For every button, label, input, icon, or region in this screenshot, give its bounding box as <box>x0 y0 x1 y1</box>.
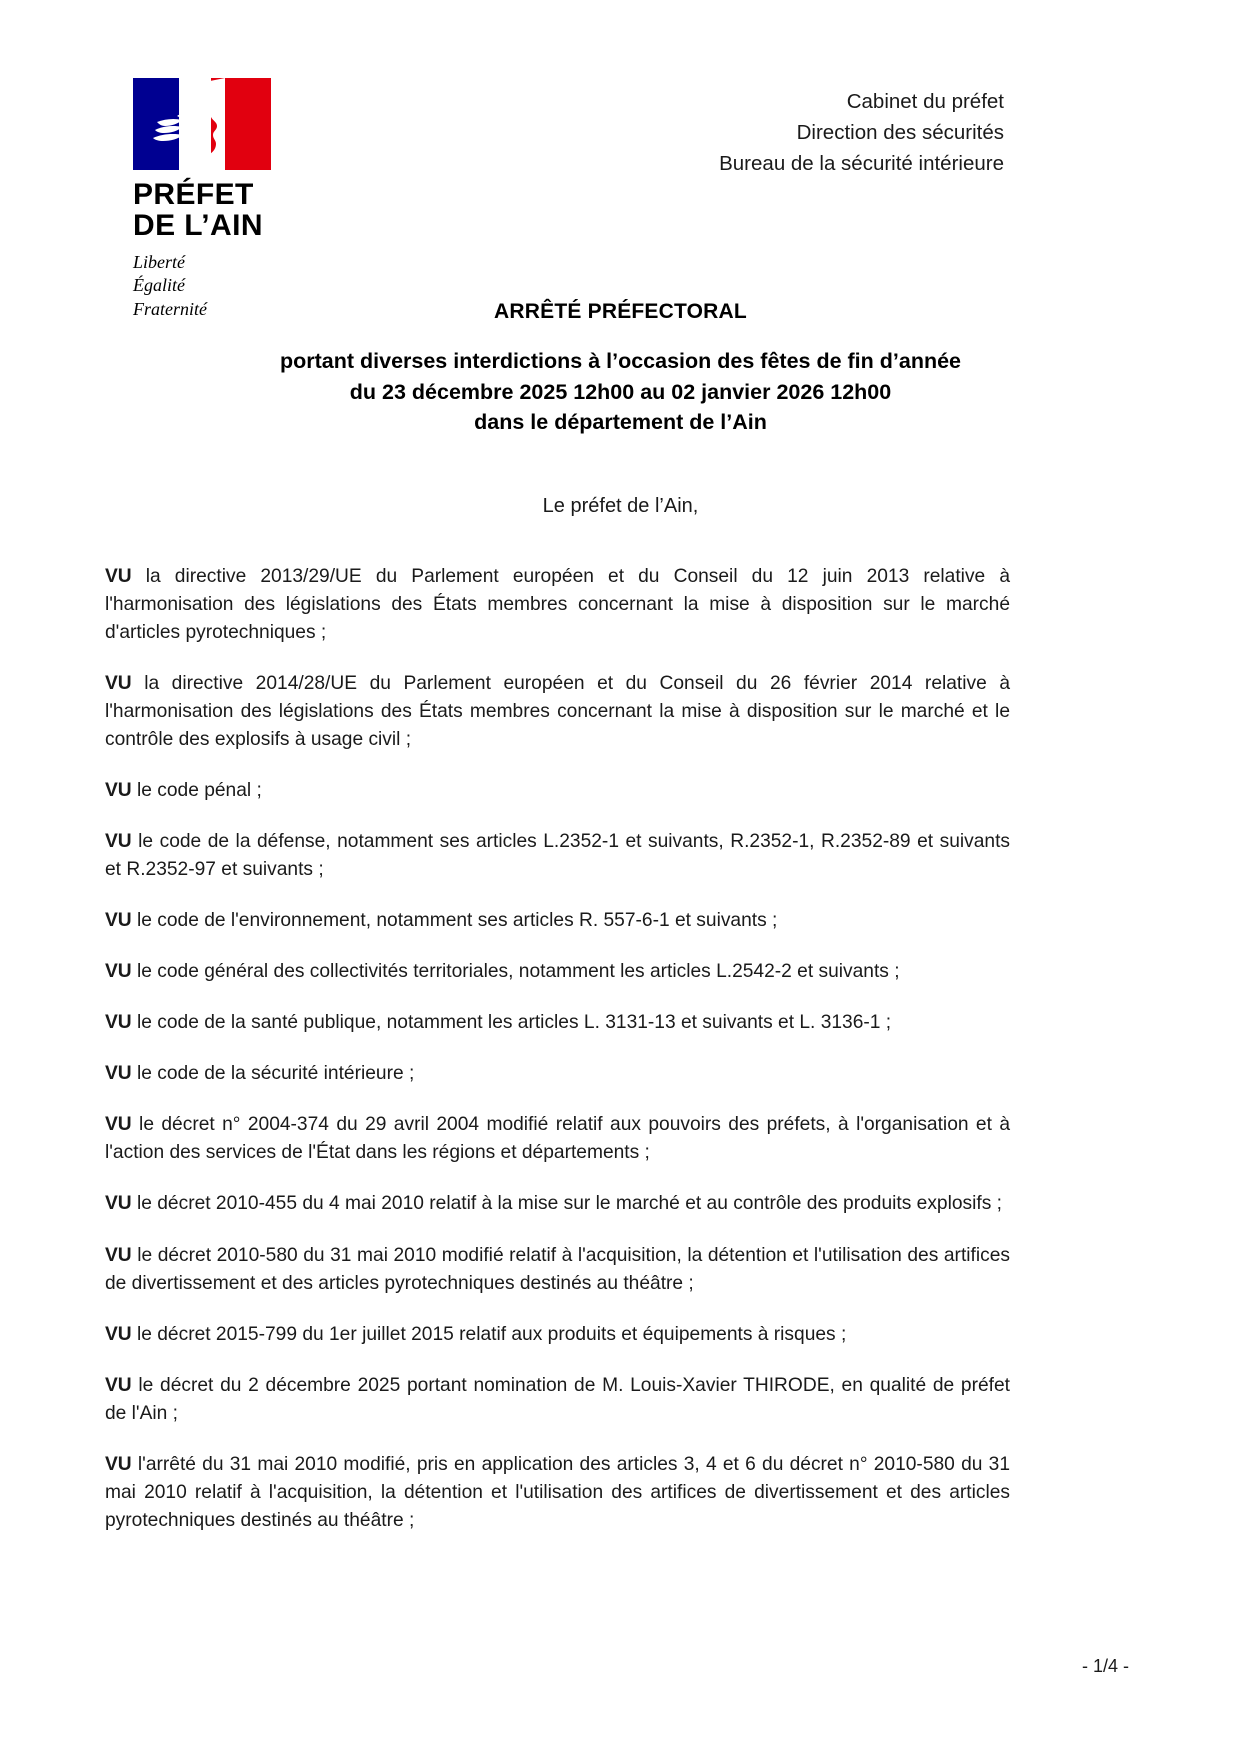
document-subject-line-2: du 23 décembre 2025 12h00 au 02 janvier 2026 12h00 <box>349 379 892 404</box>
marianne-flag-logo <box>133 78 271 170</box>
service-line-cabinet: Cabinet du préfet <box>846 90 1004 113</box>
clause-item <box>105 1451 1010 1535</box>
prefecture-title-line-1: PRÉFET <box>133 178 254 211</box>
clause-item <box>105 563 1010 647</box>
issuing-service-block <box>719 86 1004 179</box>
clause-keyword: VU <box>105 1453 132 1475</box>
clause-text: le code pénal ; <box>131 780 262 802</box>
clause-keyword: VU <box>105 1323 132 1345</box>
clause-keyword: VU <box>105 1193 132 1215</box>
clause-keyword: VU <box>105 961 132 983</box>
page-number: - 1/4 - <box>1081 1656 1129 1676</box>
clause-item <box>105 958 1010 986</box>
clause-text: le code de la santé publique, notamment les articles L. 3131-13 et suivants et L. 3136-1 ; <box>131 1012 892 1034</box>
clause-item <box>105 1242 1010 1298</box>
clause-keyword: VU <box>105 673 132 695</box>
clause-keyword: VU <box>105 1012 132 1034</box>
document-subject-line-1: portant diverses interdictions à l’occasion des fêtes de fin d’année <box>279 349 962 373</box>
legal-clauses-list <box>105 563 1010 1535</box>
clause-keyword: VU <box>105 831 132 853</box>
clause-text: le code de la sécurité intérieure ; <box>131 1063 415 1085</box>
clause-item <box>105 1190 1010 1218</box>
document-kind: ARRÊTÉ PRÉFECTORAL <box>494 300 747 323</box>
clause-text: le code de la défense, notamment ses articles L.2352-1 et suivants, R.2352-1, R.2352-89 et suivants et R.2352-97 et suivants ; <box>105 831 1010 881</box>
clause-text: le décret du 2 décembre 2025 portant nomination de M. Louis-Xavier THIRODE, en qualité de préfet de l'Ain ; <box>105 1374 1010 1424</box>
motto-fraternite: Fraternité <box>133 298 207 319</box>
clause-item <box>105 1321 1010 1349</box>
clause-keyword: VU <box>105 1374 132 1396</box>
clause-text: la directive 2013/29/UE du Parlement européen et du Conseil du 12 juin 2013 relative à l'harmonisation des législations des États membres concernant la mise à disposition sur le marché d'articles pyrotechniques ; <box>105 566 1010 644</box>
clause-text: le code général des collectivités territoriales, notamment les articles L.2542-2 et suivants ; <box>131 961 900 983</box>
service-line-direction: Direction des sécurités <box>796 121 1004 145</box>
clause-item <box>105 1009 1010 1037</box>
clause-item <box>105 1372 1010 1428</box>
clause-text: le décret n° 2004-374 du 29 avril 2004 modifié relatif aux pouvoirs des préfets, à l'organisation et à l'action des services de l'État dans les régions et départements ; <box>105 1114 1010 1164</box>
clause-text: le décret 2015-799 du 1er juillet 2015 relatif aux produits et équipements à risques ; <box>131 1323 847 1345</box>
clause-keyword: VU <box>105 1063 132 1085</box>
clause-item <box>105 1111 1010 1167</box>
document-title-block <box>110 300 1131 438</box>
clause-text: le code de l'environnement, notamment ses articles R. 557-6-1 et suivants ; <box>131 910 778 932</box>
clause-item <box>105 828 1010 884</box>
clause-keyword: VU <box>105 780 132 802</box>
prefecture-title-line-2: DE L’AIN <box>133 208 263 242</box>
clause-text: l'arrêté du 31 mai 2010 modifié, pris en application des articles 3, 4 et 6 du décret n° 2010-580 du 31 mai 2010 relatif à l'acquisition, la détention et l'utilisation des artifices de divertissement et des articles pyrotechniques destinés au théâtre ; <box>105 1453 1010 1531</box>
clause-item <box>105 907 1010 935</box>
motto-liberte: Liberté <box>133 251 185 272</box>
clause-text: la directive 2014/28/UE du Parlement européen et du Conseil du 26 février 2014 relative à l'harmonisation des législations des États membres concernant la mise à disposition sur le marché et le contrôle des explosifs à usage civil ; <box>105 673 1010 751</box>
signatory-salutation: Le préfet de l’Ain, <box>542 495 699 517</box>
clause-keyword: VU <box>105 910 132 932</box>
prefecture-logo-block <box>133 78 393 321</box>
document-subject-line-3: dans le département de l’Ain <box>474 410 767 435</box>
service-line-bureau: Bureau de la sécurité intérieure <box>719 152 1004 176</box>
clause-text: le décret 2010-455 du 4 mai 2010 relatif à la mise sur le marché et au contrôle des produits explosifs ; <box>131 1193 1002 1215</box>
document-subject <box>110 346 1131 438</box>
clause-keyword: VU <box>105 1114 132 1136</box>
prefecture-title <box>133 180 393 242</box>
clause-item <box>105 777 1010 805</box>
motto-egalite: Égalité <box>133 275 185 296</box>
clause-item <box>105 670 1010 754</box>
clause-keyword: VU <box>105 566 132 587</box>
clause-text: le décret 2010-580 du 31 mai 2010 modifié relatif à l'acquisition, la détention et l'utilisation des artifices de divertissement et des articles pyrotechniques destinés au théâtre ; <box>105 1244 1010 1294</box>
clause-keyword: VU <box>105 1244 132 1266</box>
clause-item <box>105 1060 1010 1088</box>
